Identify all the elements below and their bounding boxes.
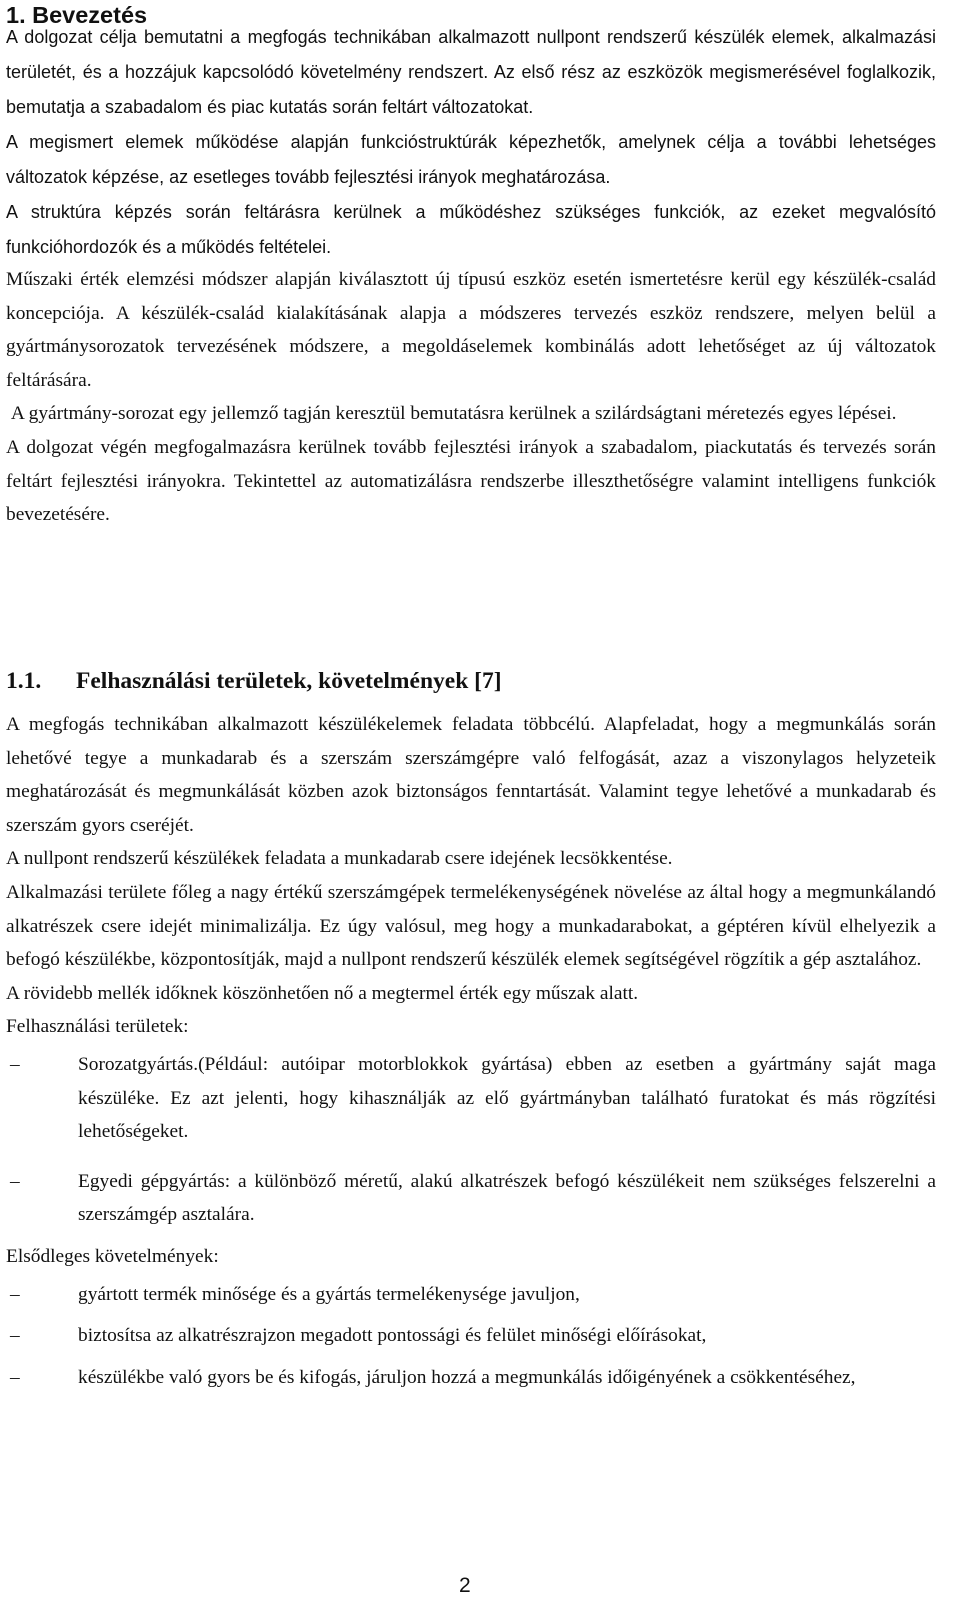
usage-areas-list: [6, 1048, 936, 1232]
dash-marker: –: [10, 1053, 20, 1075]
intro-serif-block: [6, 263, 936, 532]
usage-areas-heading: Felhasználási területek:: [6, 1016, 189, 1038]
intro-paragraph-1: A dolgozat célja bemutatni a megfogás technikában alkalmazott nullpont rendszerű készülék elemek, alkalmazási területét, és a hozzájuk kapcsolódó követelmény rendszert. Az első rész az eszközök megismerésével foglalkozik, bemutatja a szabadalom és piac kutatás során feltárt változatokat.: [6, 27, 936, 117]
intro-paragraph-6: A dolgozat végén megfogalmazásra kerülnek tovább fejlesztési irányok a szabadalom, piackutatás és tervezés során feltárt fejlesztési irányokra. Tekintettel az automatizálásra rendszerbe illeszthetőségre valamint intelligens funkciók bevezetésére.: [6, 436, 936, 526]
list-item: [6, 1361, 936, 1395]
list-item-text: készülékbe való gyors be és kifogás, járuljon hozzá a megmunkálás időigényének a csökkentéséhez,: [78, 1366, 856, 1388]
usage-section: [6, 708, 936, 1394]
introduction-section: [6, 20, 936, 532]
section-title: Felhasználási területek, követelmények [7]: [76, 668, 502, 694]
list-item: [6, 1319, 936, 1353]
requirements-heading: Elsődleges követelmények:: [6, 1245, 219, 1267]
list-item-text: Sorozatgyártás.(Például: autóipar motorblokkok gyártása) ebben az esetben a gyártmány saját maga készüléke. Ez azt jelenti, hogy kihasználják az elő gyártmányban található furatokat és más rögzítési lehetőségeket.: [78, 1053, 936, 1143]
dash-marker: –: [10, 1170, 20, 1192]
dash-marker: –: [10, 1325, 20, 1347]
list-item: [6, 1278, 936, 1312]
intro-paragraph-4: Műszaki érték elemzési módszer alapján kiválasztott új típusú eszköz esetén ismertetésre kerül egy készülék-család koncepciója. A készülék-család kialakításának alapja a módszeres tervezés eszköz rendszere, melyen belül a gyártmánysorozatok tervezésének módszere, a megoldáselemek kombinálás adott lehetőséget az új változatok feltárására.: [6, 269, 936, 391]
dash-marker: –: [10, 1283, 20, 1305]
section-paragraph-4: A rövidebb mellék időknek köszönhetően nő a megtermel érték egy műszak alatt.: [6, 982, 639, 1004]
list-item-text: Egyedi gépgyártás: a különböző méretű, alakú alkatrészek befogó készülékeit nem szükséges felszerelni a szerszámgép asztalára.: [78, 1170, 936, 1226]
intro-paragraph-5: A gyártmány-sorozat egy jellemző tagján keresztül bemutatásra kerülnek a szilárdságtani méretezés egyes lépései.: [6, 403, 897, 425]
dash-marker: –: [10, 1366, 20, 1388]
intro-sans-block: [6, 20, 936, 265]
chapter-heading: 1. Bevezetés: [6, 2, 148, 28]
list-item: [6, 1165, 936, 1232]
requirements-list: [6, 1278, 936, 1395]
list-item: [6, 1048, 936, 1149]
intro-paragraph-3: A struktúra képzés során feltárásra kerülnek a működéshez szükséges funkciók, az ezeket megvalósító funkcióhordozók és a működés feltételei.: [6, 202, 936, 257]
section-paragraph-2: A nullpont rendszerű készülékek feladata a munkadarab csere idejének lecsökkentése.: [6, 848, 673, 870]
list-item-text: gyártott termék minősége és a gyártás termelékenysége javuljon,: [78, 1283, 580, 1305]
section-heading: [6, 668, 502, 695]
list-item-text: biztosítsa az alkatrészrajzon megadott pontossági és felület minőségi előírásokat,: [78, 1325, 707, 1347]
section-number: 1.1.: [6, 668, 42, 694]
section-paragraph-1: A megfogás technikában alkalmazott készülékelemek feladata többcélú. Alapfeladat, hogy a megmunkálás során lehetővé tegye a munkadarab és a szerszám szerszámgépre való felfogását, azaz a viszonylagos helyzeteik meghatározását és megmunkálását közben azok biztonságos fenntartását. Valamint tegye lehetővé a munkadarab és szerszám gyors cseréjét.: [6, 714, 936, 836]
intro-paragraph-2: A megismert elemek működése alapján funkcióstruktúrák képezhetők, amelynek célja a további lehetséges változatok képzése, az esetleges tovább fejlesztési irányok meghatározása.: [6, 132, 936, 187]
page-number: 2: [459, 1574, 471, 1597]
section-paragraph-3: Alkalmazási területe főleg a nagy értékű szerszámgépek termelékenységének növelése az által hogy a megmunkálandó alkatrészek csere idejét minimalizálja. Ez úgy valósul, meg hogy a munkadarabokat, a géptéren kívül elhelyezik a befogó készülékbe, központosítják, majd a nullpont rendszerű készülék elemek segítségével rögzítik a gép asztalához.: [6, 881, 936, 971]
